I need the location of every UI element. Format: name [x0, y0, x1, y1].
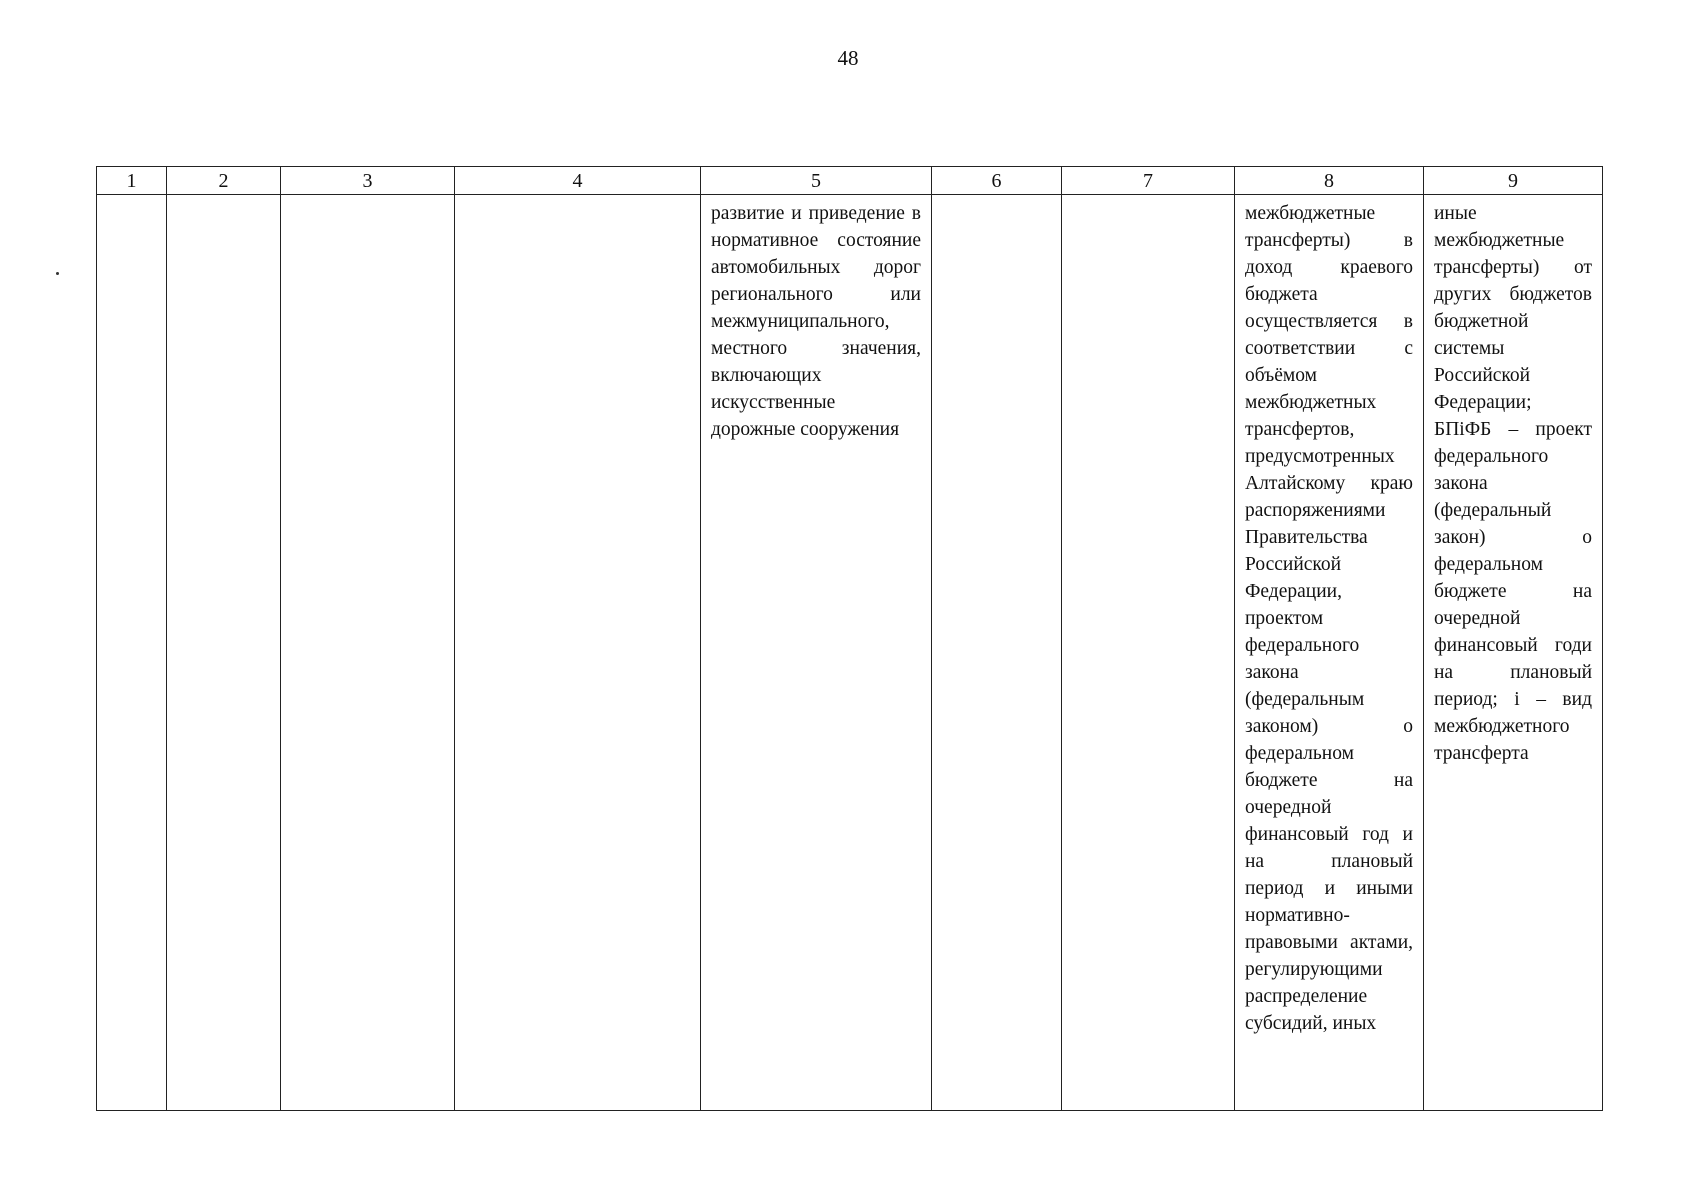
header-row	[97, 167, 1603, 195]
cell-col-2-text	[167, 195, 280, 200]
column-header-9: 9	[1424, 167, 1603, 195]
table-row	[97, 195, 1603, 1111]
column-header-3: 3	[281, 167, 455, 195]
column-header-8: 8	[1235, 167, 1424, 195]
column-header-6: 6	[932, 167, 1062, 195]
page-number: 48	[837, 46, 859, 70]
cell-col-9	[1424, 195, 1603, 1111]
cell-col-8	[1235, 195, 1424, 1111]
column-header-1: 1	[97, 167, 167, 195]
cell-col-5-text: развитие и приведение в нормативное состояние автомобильных дорог регионального или межмуниципального, местного значения, включающих искусственные дорожные сооружения	[711, 203, 921, 440]
cell-col-6	[932, 195, 1062, 1111]
scan-speck	[56, 272, 59, 275]
budget-table	[96, 166, 1603, 1111]
cell-col-4	[455, 195, 701, 1111]
cell-col-9-text: иные межбюджетные трансферты) от других бюджетов бюджетной системы Российской Федерации; БПiФБ – проект федерального закона (федеральный закон) о федеральном бюджете на очередной финансовый годи на плановый период; i – вид межбюджетного трансферта	[1434, 203, 1592, 764]
cell-col-6-text	[932, 195, 1061, 200]
cell-col-7	[1062, 195, 1235, 1111]
column-header-2: 2	[167, 167, 281, 195]
cell-col-1-text	[97, 195, 166, 200]
cell-col-2	[167, 195, 281, 1111]
cell-col-4-text	[455, 195, 700, 200]
cell-col-7-text	[1062, 195, 1234, 200]
cell-col-1	[97, 195, 167, 1111]
column-header-7: 7	[1062, 167, 1235, 195]
cell-col-3	[281, 195, 455, 1111]
cell-col-5	[701, 195, 932, 1111]
cell-col-3-text	[281, 195, 454, 200]
cell-col-8-text: межбюджетные трансферты) в доход краевого бюджета осуществляется в соответствии с объёмом межбюджетных трансфертов, предусмотренных Алтайскому краю распоряжениями Правительства Российской Федерации, проектом федерального закона (федеральным законом) о федеральном бюджете на очередной финансовый год и на плановый период и иными нормативно-правовыми актами, регулирующими распределение субсидий, иных	[1245, 203, 1413, 1034]
column-header-4: 4	[455, 167, 701, 195]
column-header-5: 5	[701, 167, 932, 195]
